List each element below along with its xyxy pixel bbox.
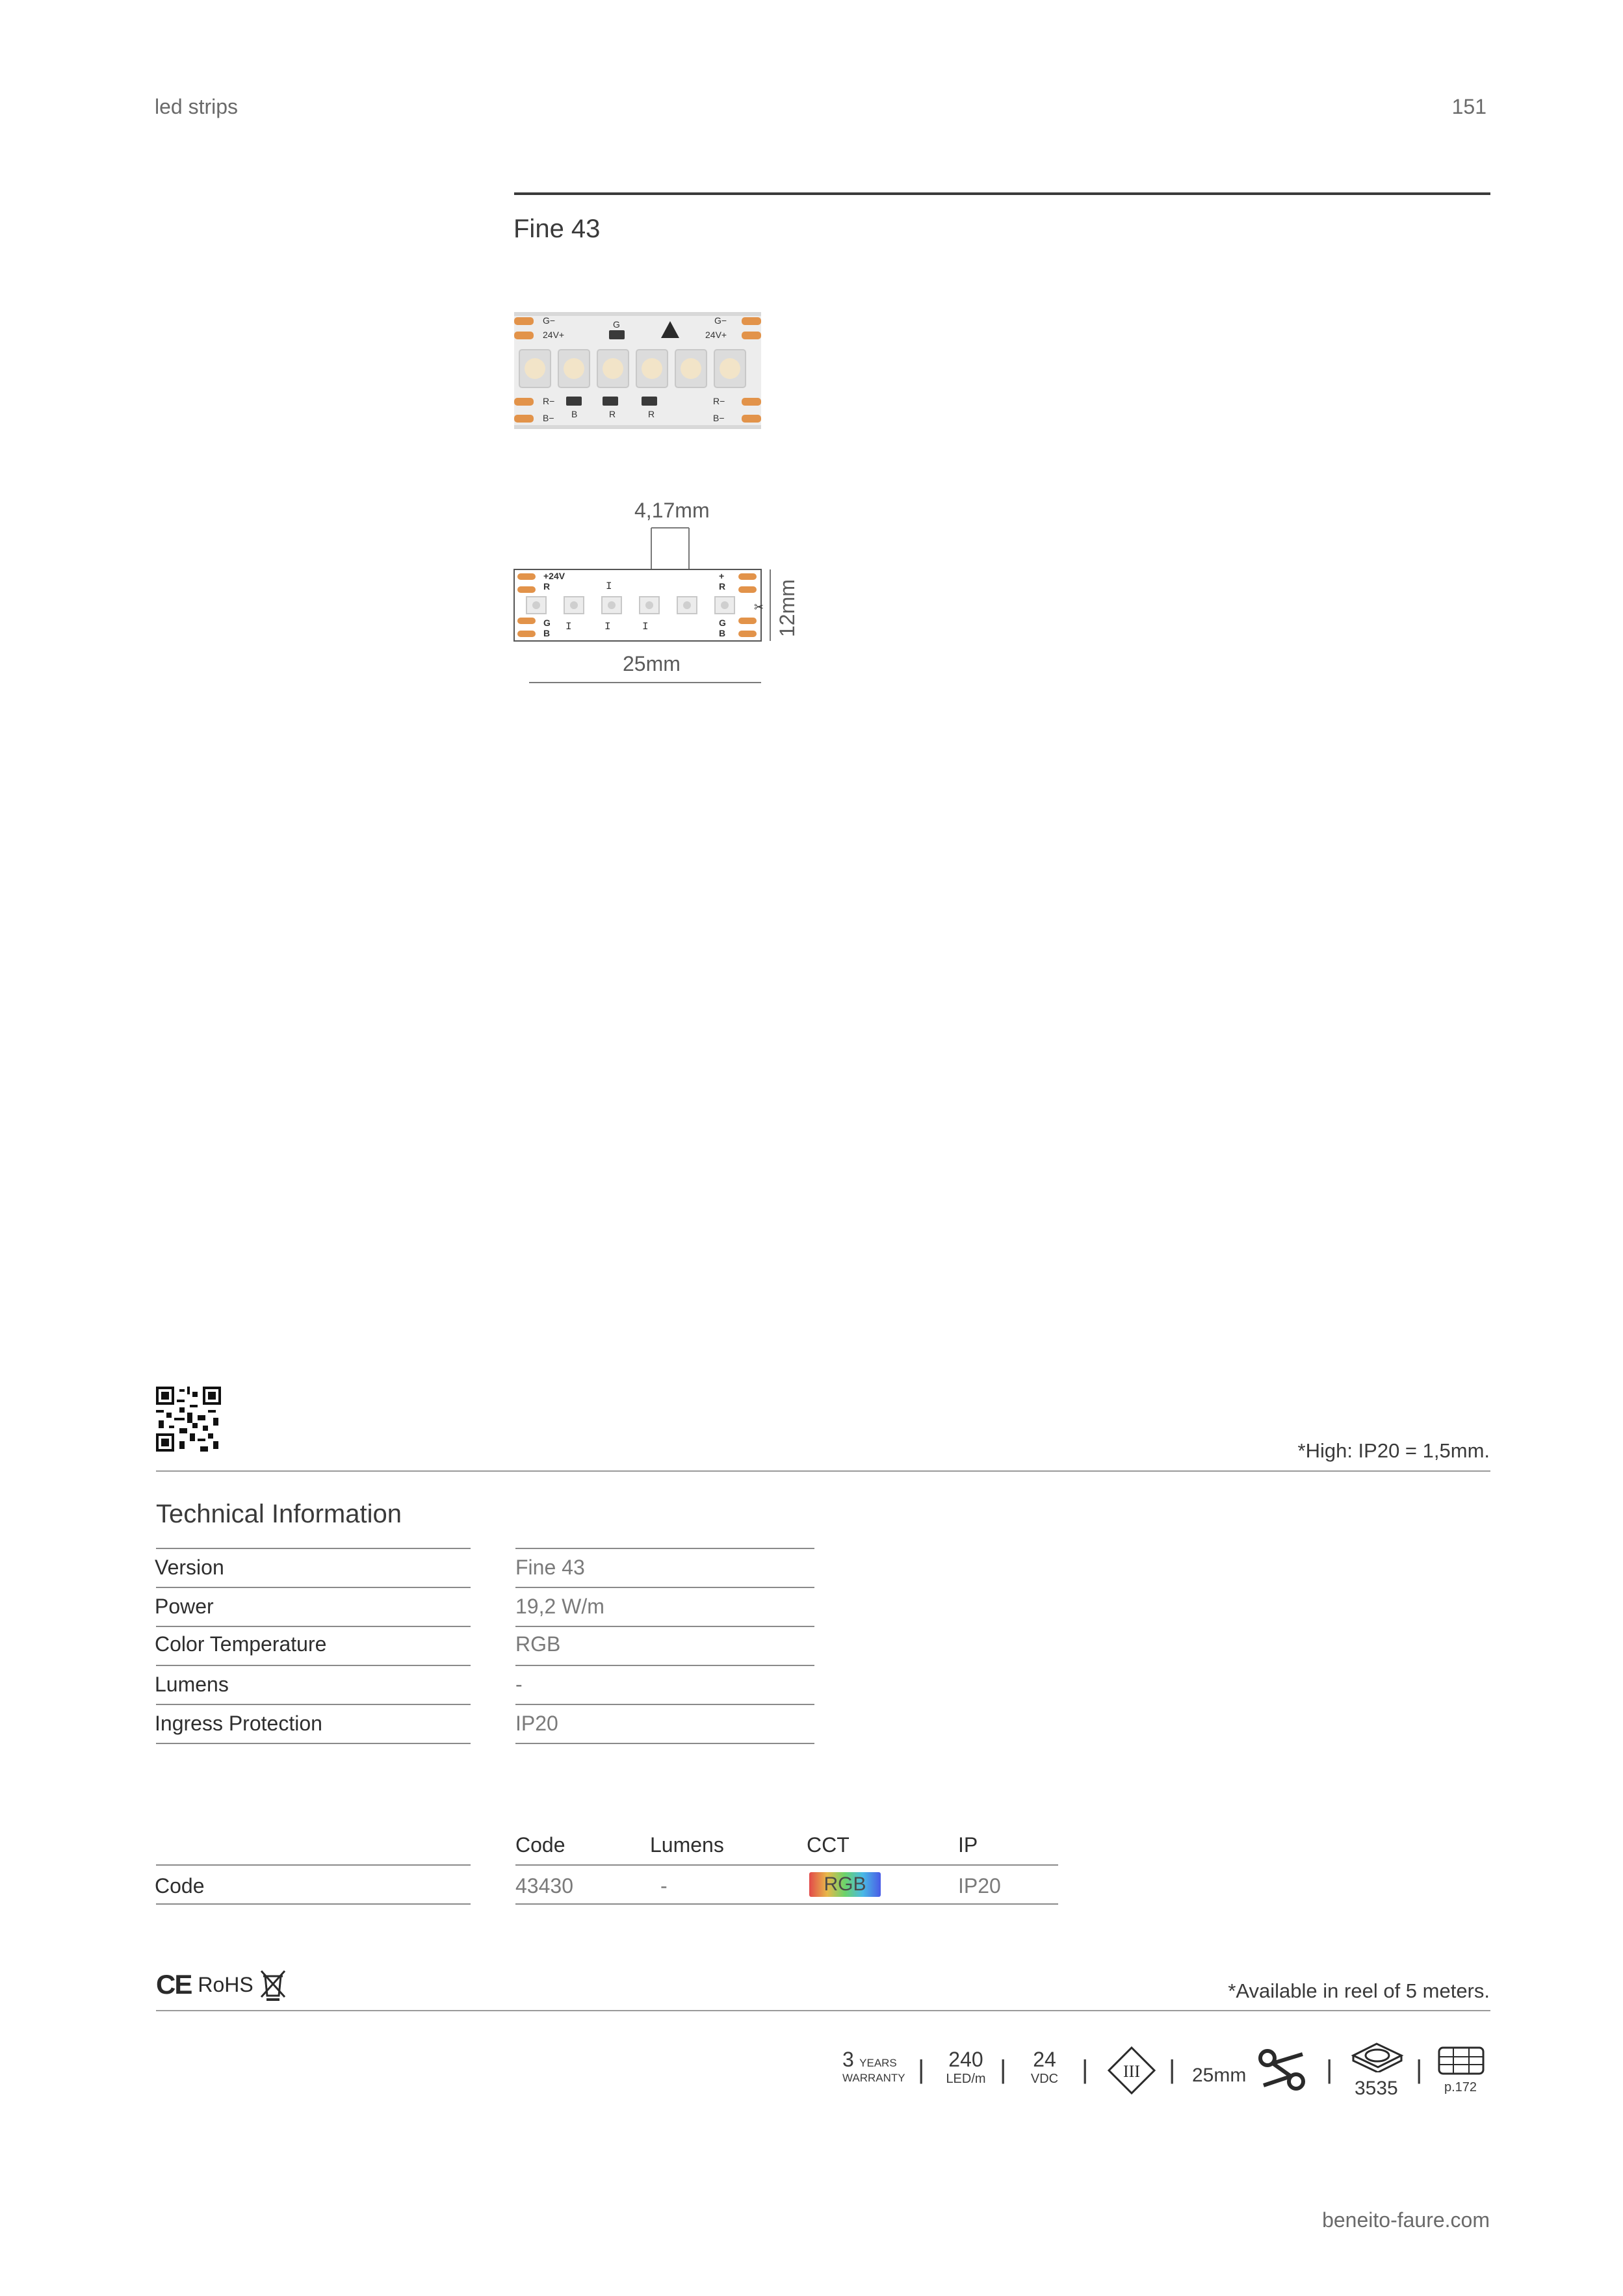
drawing-label: B (543, 628, 551, 638)
drawing-label: +24V (543, 571, 565, 581)
spec-label: Lumens (155, 1673, 229, 1696)
spec-value: - (515, 1673, 523, 1696)
section-divider (156, 1470, 1490, 1472)
row-divider (156, 1626, 471, 1627)
photo-label: R− (713, 396, 725, 406)
ip-header: IP (958, 1833, 978, 1857)
separator: | (1169, 2055, 1176, 2084)
photo-label: G− (543, 315, 556, 326)
photo-label: G− (714, 315, 727, 326)
separator: | (1000, 2055, 1007, 2084)
led-chip-icon (1351, 2040, 1404, 2072)
spec-value: Fine 43 (515, 1556, 585, 1579)
led-density (940, 2048, 992, 2087)
photo-label: G (613, 319, 620, 330)
row-divider (156, 1548, 471, 1549)
dimension-drawing (507, 494, 819, 696)
drawing-label: B (719, 628, 726, 638)
drawing-label: + (719, 571, 725, 581)
svg-text:I: I (606, 581, 612, 592)
row-divider (515, 1743, 814, 1744)
page-reference[interactable]: p.172 (1444, 2080, 1477, 2094)
warranty-label: WARRANTY (842, 2072, 905, 2084)
photo-label: R (648, 409, 655, 419)
led-strip-photo (514, 312, 761, 429)
width-dimension: 25mm (623, 652, 681, 675)
ce-mark: CE (156, 1969, 192, 2000)
section-name: led strips (155, 95, 239, 118)
row-divider (156, 1903, 471, 1905)
svg-text:✂: ✂ (754, 601, 764, 614)
photo-label: 24V+ (705, 330, 727, 340)
height-dimension: 12mm (775, 579, 799, 637)
photo-label: B− (713, 413, 725, 423)
profile-grid-icon[interactable] (1438, 2046, 1485, 2075)
voltage-value: 24 (1033, 2048, 1056, 2071)
cct-header: CCT (807, 1833, 850, 1857)
spec-value: RGB (515, 1632, 561, 1656)
spec-label: Color Temperature (155, 1632, 327, 1656)
row-divider (156, 1665, 471, 1666)
warranty-number: 3 (842, 2048, 854, 2071)
pitch-dimension: 4,17mm (634, 499, 710, 522)
rohs-mark: RoHS (198, 1972, 253, 1996)
lumens-header: Lumens (650, 1833, 724, 1857)
row-divider (156, 1743, 471, 1744)
class-symbol: III (1123, 2062, 1140, 2081)
row-divider (515, 1626, 814, 1627)
technical-title: Technical Information (156, 1500, 402, 1528)
svg-text:I: I (604, 621, 611, 633)
spec-label: Version (155, 1556, 224, 1579)
row-divider (515, 1864, 1058, 1866)
reel-note: *Available in reel of 5 meters. (1228, 1979, 1490, 2002)
row-divider (515, 1665, 814, 1666)
svg-text:I: I (642, 621, 649, 633)
row-divider (515, 1548, 814, 1549)
photo-label: R− (543, 396, 555, 406)
cct-rgb-badge: RGB (809, 1872, 881, 1897)
code-row-label: Code (155, 1874, 205, 1898)
website-link[interactable]: beneito-faure.com (1322, 2208, 1490, 2232)
qr-code[interactable] (156, 1387, 221, 1452)
drawing-label: R (543, 581, 551, 592)
spec-value: 19,2 W/m (515, 1595, 604, 1618)
photo-label: B (571, 409, 578, 419)
led-unit: LED/m (946, 2072, 986, 2086)
row-divider (156, 1704, 471, 1705)
photo-label: R (609, 409, 616, 419)
svg-text:I: I (565, 621, 572, 633)
spec-value: IP20 (515, 1712, 558, 1735)
separator: | (1326, 2055, 1333, 2084)
page-number: 151 (1451, 95, 1487, 118)
title-divider (514, 192, 1490, 195)
row-divider (156, 1864, 471, 1866)
certifications (156, 1968, 286, 2001)
weee-bin-icon (260, 1968, 286, 2001)
cut-length: 25mm (1192, 2065, 1247, 2086)
separator: | (1082, 2055, 1089, 2084)
warranty-badge (842, 2048, 905, 2085)
row-divider (515, 1704, 814, 1705)
row-divider (515, 1903, 1058, 1905)
lumens-value: - (660, 1874, 668, 1898)
separator: | (918, 2055, 925, 2084)
ip-value: IP20 (958, 1874, 1001, 1898)
code-header: Code (515, 1833, 565, 1857)
high-note: *High: IP20 = 1,5mm. (1297, 1439, 1490, 1462)
warranty-years: YEARS (859, 2057, 897, 2069)
voltage (1022, 2048, 1067, 2087)
code-value[interactable]: 43430 (515, 1874, 573, 1898)
spec-label: Ingress Protection (155, 1712, 322, 1735)
photo-label: 24V+ (543, 330, 565, 340)
spec-label: Power (155, 1595, 214, 1618)
scissors-icon (1257, 2049, 1306, 2092)
photo-label: B− (543, 413, 554, 423)
row-divider (156, 1587, 471, 1588)
separator: | (1416, 2055, 1423, 2084)
led-count: 240 (948, 2048, 983, 2071)
voltage-unit: VDC (1030, 2072, 1059, 2086)
row-divider (515, 1587, 814, 1588)
class-iii-icon (1108, 2046, 1156, 2094)
product-title: Fine 43 (513, 215, 601, 243)
section-divider (156, 2010, 1490, 2011)
drawing-label: G (719, 618, 726, 628)
chip-type: 3535 (1355, 2078, 1398, 2099)
drawing-label: R (719, 581, 726, 592)
drawing-label: G (543, 618, 551, 628)
